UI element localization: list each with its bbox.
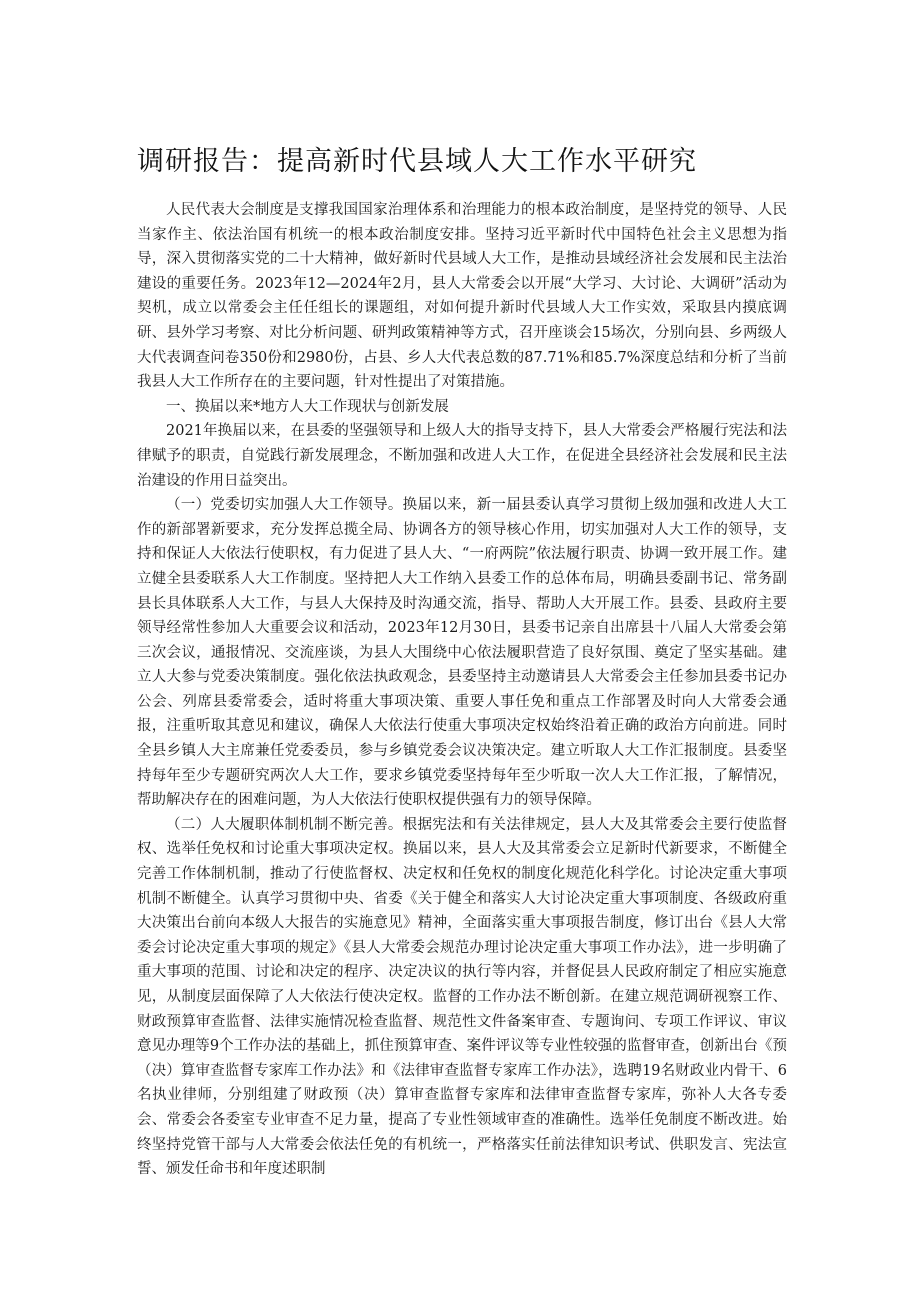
section-heading-1: 一、换届以来*地方人大工作现状与创新发展	[166, 398, 449, 415]
intro-paragraph: 人民代表大会制度是支撑我国国家治理体系和治理能力的根本政治制度，是坚持党的领导、人民当家作主、依法治国有机统一的根本政治制度安排。坚持习近平新时代中国特色社会主义思想为指导，深入贯彻落实党的二十大精神，做好新时代县域人大工作，是推动县域经济社会发展和民主法治建设的重要任务。2023年12—2024年2月，县人大常委会以开展“大学习、大讨论、大调研”活动为契机，成立以常委会主任任组长的课题组，对如何提升新时代县域人大工作实效，采取县内摸底调研、县外学习考察、对比分析问题、研判政策精神等方式，召开座谈会15场次，分别向县、乡两级人大代表调查问卷350份和2980份，占县、乡人大代表总数的87.71%和85.7%深度总结和分析了当前我县人大工作所存在的主要问题，针对性提出了对策措施。	[137, 202, 787, 391]
document-title: 调研报告：提高新时代县域人大工作水平研究	[137, 146, 697, 177]
subsection-1-paragraph: （一）党委切实加强人大工作领导。换届以来，新一届县委认真学习贯彻上级加强和改进人大工作的新部署新要求，充分发挥总揽全局、协调各方的领导核心作用，切实加强对人大工作的领导，支持和保证人大依法行使职权，有力促进了县人大、“一府两院”依法履行职责、协调一致开展工作。建立健全县委联系人大工作制度。坚持把人大工作纳入县委工作的总体布局，明确县委副书记、常务副县长具体联系人大工作，与县人大保持及时沟通交流，指导、帮助人大开展工作。县委、县政府主要领导经常性参加人大重要会议和活动，2023年12月30日，县委书记亲自出席县十八届人大常委会第三次会议，通报情况、交流座谈，为县人大围绕中心依法履职营造了良好氛围、奠定了坚实基础。建立人大参与党委决策制度。强化依法执政观念，县委坚持主动邀请县人大常委会主任参加县委书记办公会、列席县委常委会，适时将重大事项决策、重要人事任免和重点工作部署及时向人大常委会通报，注重听取其意见和建议，确保人大依法行使重大事项决定权始终沿着正确的政治方向前进。同时全县乡镇人大主席兼任党委委员，参与乡镇党委会议决策决定。建立听取人大工作汇报制度。县委坚持每年至少专题研究两次人大工作，要求乡镇党委坚持每年至少听取一次人大工作汇报，了解情况，帮助解决存在的困难问题，为人大依法行使职权提供强有力的领导保障。	[137, 497, 787, 809]
document-body	[137, 144, 787, 1182]
section-1-paragraph: 2021年换届以来，在县委的坚强领导和上级人大的指导支持下，县人大常委会严格履行宪法和法律赋予的职责，自觉践行新发展理念，不断加强和改进人大工作，在促进全县经济社会发展和民主法治建设的作用日益突出。	[137, 423, 787, 489]
subsection-2-paragraph: （二）人大履职体制机制不断完善。根据宪法和有关法律规定，县人大及其常委会主要行使监督权、选举任免权和讨论重大事项决定权。换届以来，县人大及其常委会立足新时代新要求，不断健全完善工作体制机制，推动了行使监督权、决定权和任免权的制度化规范化科学化。讨论决定重大事项机制不断健全。认真学习贯彻中央、省委《关于健全和落实人大讨论决定重大事项制度、各级政府重大决策出台前向本级人大报告的实施意见》精神，全面落实重大事项报告制度，修订出台《县人大常委会讨论决定重大事项的规定》《县人大常委会规范办理讨论决定重大事项工作办法》，进一步明确了重大事项的范围、讨论和决定的程序、决定决议的执行等内容，并督促县人民政府制定了相应实施意见，从制度层面保障了人大依法行使决定权。监督的工作办法不断创新。在建立规范调研视察工作、财政预算审查监督、法律实施情况检查监督、规范性文件备案审查、专题询问、专项工作评议、审议意见办理等9个工作办法的基础上，抓住预算审查、案件评议等专业性较强的监督审查，创新出台《预（决）算审查监督专家库工作办法》和《法律审查监督专家库工作办法》，选聘19名财政业内骨干、6名执业律师，分别组建了财政预（决）算审查监督专家库和法律审查监督专家库，弥补人大各专委会、常委会各委室专业审查不足力量，提高了专业性领域审查的准确性。选举任免制度不断改进。始终坚持党管干部与人大常委会依法任免的有机统一，严格落实任前法律知识考试、供职发言、宪法宣誓、颁发任命书和年度述职制	[137, 816, 787, 1178]
